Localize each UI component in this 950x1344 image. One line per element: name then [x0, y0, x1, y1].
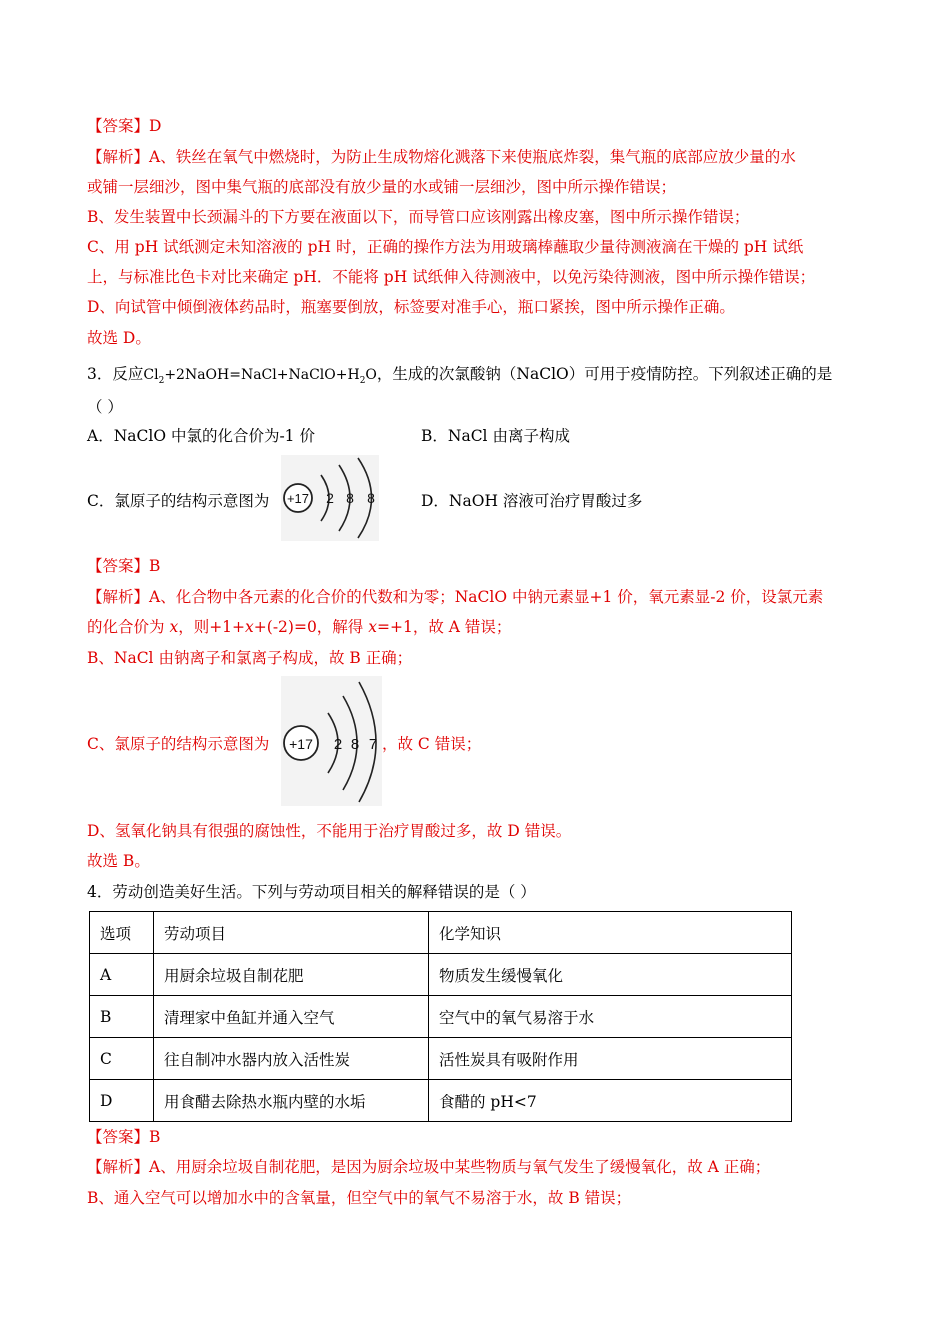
q2-analysis-line: B、发生装置中长颈漏斗的下方要在液面以下，而导管口应该刚露出橡皮塞，图中所示操作错误； — [87, 208, 750, 226]
table-row — [90, 954, 792, 996]
q4-analysis-line: B、通入空气可以增加水中的含氧量，但空气中的氧气不易溶于水，故 B 错误； — [87, 1189, 632, 1207]
shell-electron-count: 2 — [333, 736, 343, 753]
shell-electron-count: 7 — [368, 736, 378, 753]
table-row — [90, 996, 792, 1038]
q2-analysis-line: D、向试管中倾倒液体药品时，瓶塞要倒放，标签要对准手心，瓶口紧挨，图中所示操作正确。 — [87, 298, 735, 316]
q2-analysis-line: 【解析】A、铁丝在氧气中燃烧时，为防止生成物熔化溅落下来使瓶底炸裂，集气瓶的底部应放少量的水 — [87, 148, 796, 166]
table-cell: D — [90, 1080, 154, 1122]
q3-option-b: B．NaCl 由离子构成 — [421, 427, 570, 445]
q3-option-a: A．NaClO 中氯的化合价为-1 价 — [87, 427, 315, 445]
table-cell: 清理家中鱼缸并通入空气 — [154, 996, 429, 1038]
nucleus-label: +17 — [286, 491, 310, 506]
q3-number: 3．反应 — [87, 365, 144, 383]
q3-analysis-line: 【解析】A、化合物中各元素的化合价的代数和为零；NaClO 中钠元素显+1 价，氧元素显-2 价，设氯元素 — [87, 588, 824, 606]
q3-conclusion: 故选 B。 — [87, 852, 150, 870]
table-cell: 物质发生缓慢氧化 — [429, 954, 792, 996]
table-header-cell: 劳动项目 — [154, 912, 429, 954]
table-header-cell: 选项 — [90, 912, 154, 954]
q4-stem: 4．劳动创造美好生活。下列与劳动项目相关的解释错误的是（ ） — [87, 883, 536, 901]
q3-paren: （ ） — [87, 398, 123, 416]
nucleus-label: +17 — [289, 736, 313, 752]
q3-analysis-line: ，故 C 错误； — [382, 735, 482, 753]
q3-stem — [87, 364, 832, 391]
q4-answer: 【答案】B — [87, 1128, 161, 1146]
q2-analysis-line: 上，与标准比色卡对比来确定 pH．不能将 pH 试纸伸入待测液中，以免污染待测液，图中所示操作错误； — [87, 268, 816, 286]
chemical-equation: $Cl_2+2NaOH=NaCl+NaClO+H_2O$ — [143, 367, 377, 386]
shell-electron-count: 8 — [367, 490, 375, 506]
table-row — [90, 1038, 792, 1080]
chlorine-atom-diagram-correct — [281, 676, 382, 806]
table-cell: 用厨余垃圾自制花肥 — [154, 954, 429, 996]
q2-analysis-line: 或铺一层细沙，图中集气瓶的底部没有放少量的水或铺一层细沙，图中所示操作错误； — [87, 178, 677, 196]
q2-answer: 【答案】D — [87, 117, 162, 135]
chlorine-atom-diagram-option-c — [281, 455, 379, 541]
q3-option-d: D．NaOH 溶液可治疗胃酸过多 — [421, 492, 643, 510]
table-cell: 食醋的 pH<7 — [429, 1080, 792, 1122]
shell-electron-count: 8 — [346, 490, 354, 506]
table-cell: 空气中的氧气易溶于水 — [429, 996, 792, 1038]
q4-table — [89, 911, 792, 1122]
q2-conclusion: 故选 D。 — [87, 329, 151, 347]
table-row — [90, 1080, 792, 1122]
table-cell: 活性炭具有吸附作用 — [429, 1038, 792, 1080]
q3-option-c: C．氯原子的结构示意图为 — [87, 492, 270, 510]
table-header-cell: 化学知识 — [429, 912, 792, 954]
q4-analysis-line: 【解析】A、用厨余垃圾自制花肥，是因为厨余垃圾中某些物质与氧气发生了缓慢氧化，故 A 正确； — [87, 1158, 771, 1176]
q2-analysis-line: C、用 pH 试纸测定未知溶液的 pH 时，正确的操作方法为用玻璃棒蘸取少量待测液滴在干燥的 pH 试纸 — [87, 238, 804, 256]
table-cell: 用食醋去除热水瓶内壁的水垢 — [154, 1080, 429, 1122]
table-header-row — [90, 912, 792, 954]
q3-analysis-line: B、NaCl 由钠离子和氯离子构成，故 B 正确； — [87, 649, 413, 667]
q3-stem-text: ，生成的次氯酸钠（NaClO）可用于疫情防控。下列叙述正确的是 — [376, 365, 833, 383]
q3-answer: 【答案】B — [87, 557, 161, 575]
table-cell: B — [90, 996, 154, 1038]
shell-electron-count: 2 — [326, 490, 334, 506]
q3-analysis-line: C、氯原子的结构示意图为 — [87, 735, 270, 753]
shell-electron-count: 8 — [350, 736, 360, 753]
q3-analysis-line: D、氢氧化钠具有很强的腐蚀性，不能用于治疗胃酸过多，故 D 错误。 — [87, 822, 572, 840]
table-cell: A — [90, 954, 154, 996]
table-cell: 往自制冲水器内放入活性炭 — [154, 1038, 429, 1080]
q3-analysis-line: 的化合价为 x，则+1+x+(-2)=0，解得 x=+1，故 A 错误； — [87, 618, 512, 636]
table-cell: C — [90, 1038, 154, 1080]
